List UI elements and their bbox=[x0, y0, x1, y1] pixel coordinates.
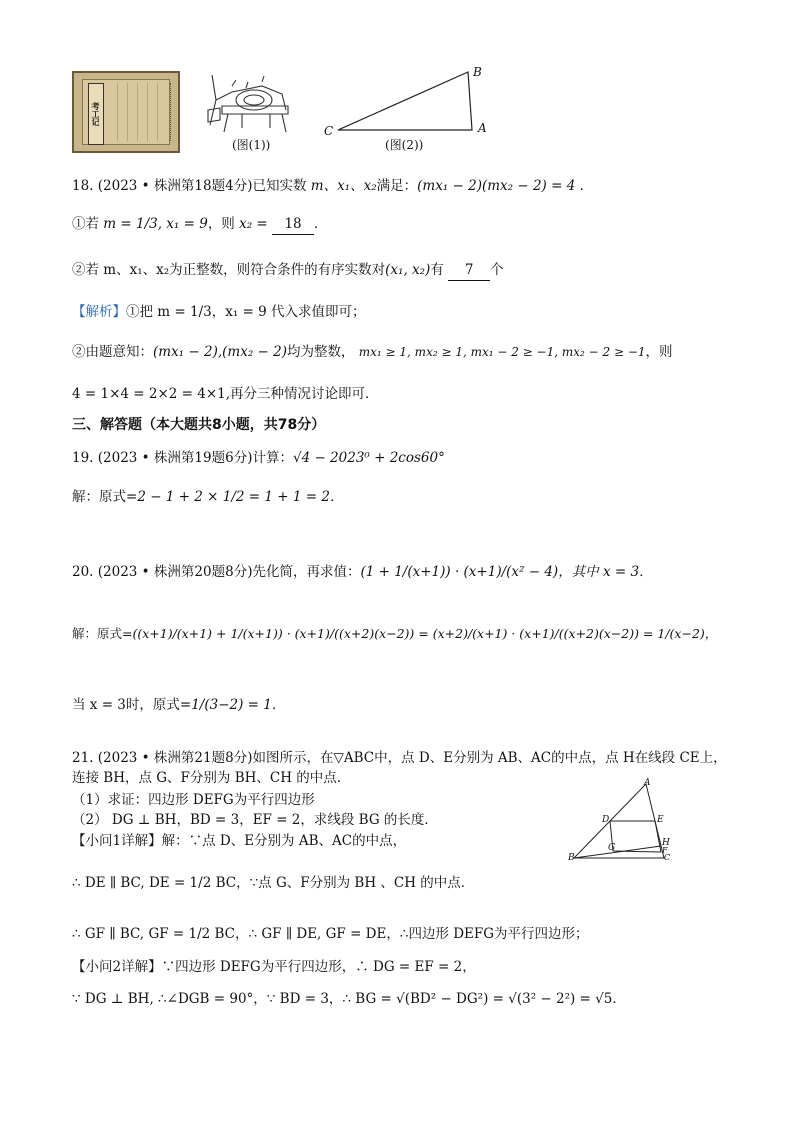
q18-part1: ①若 m = 1/3, x₁ = 9，则 x₂ = 18 ． bbox=[72, 214, 328, 235]
q20-solution-text: ((x+1)/(x+1) + 1/(x+1)) · (x+1)/((x+2)(x−2)) = (x+2)/(x+1) · (x+1)/((x+2)(x−2)) = 1/(x−2)， bbox=[132, 626, 718, 641]
q18-part2-end: 个 bbox=[490, 262, 504, 278]
q20-head: 20. (2023 • 株洲第20题8分)先化简，再求值： bbox=[72, 564, 361, 580]
q21-line-1: 21. (2023 • 株洲第21题8分)如图所示，在▽ABC中，点 D、E分别为 AB、AC的中点，点 H在线段 CE上， bbox=[72, 750, 727, 766]
q19-stem bbox=[72, 448, 445, 468]
q21-line-8: 【小问2详解】∵四边形 DEFG为平行四边形，∴ DG = EF = 2， bbox=[72, 959, 476, 975]
q20-eval-prefix: 当 x = 3时，原式= bbox=[72, 697, 192, 713]
q18-part1-lhs: x₂ = bbox=[239, 216, 268, 232]
figure-1-caption: (图(1)) bbox=[232, 138, 271, 152]
figure-2-caption: (图(2)) bbox=[385, 138, 424, 152]
q18-equation: (mx₁ − 2)(mx₂ − 2) = 4 bbox=[417, 178, 576, 194]
q19-solution-text: 2 − 1 + 2 × 1/2 = 1 + 1 = 2． bbox=[137, 489, 344, 505]
q18-part2 bbox=[72, 260, 504, 281]
q21-label-e: E bbox=[657, 815, 664, 825]
q20-solution-prefix: 解：原式= bbox=[72, 626, 133, 641]
q18-analysis-3: 4 = 1×4 = 2×2 = 4×1,再分三种情况讨论即可． bbox=[72, 386, 379, 402]
q19-head: 19. (2023 • 株洲第19题6分)计算： bbox=[72, 450, 293, 466]
q18-part1-mid: ，则 bbox=[207, 216, 235, 232]
q21-label-f: F bbox=[662, 846, 668, 855]
q20-stem bbox=[72, 562, 653, 582]
q18-head: 18. (2023 • 株洲第18题4分)已知实数 bbox=[72, 178, 307, 194]
q18-part2-mid: 有 bbox=[430, 262, 444, 278]
q18-part2-pair: (x₁, x₂) bbox=[385, 262, 431, 278]
q18-analysis2-end: ，则 bbox=[645, 344, 673, 360]
q21-line-5: 【小问1详解】解：∵点 D、E分别为 AB、AC的中点， bbox=[72, 833, 407, 849]
q21-line-9: ∵ DG ⊥ BH, ∴∠DGB = 90°，∵ BD = 3，∴ BG = √(BD² − DG²) = √(3² − 2²) = √5． bbox=[72, 991, 626, 1007]
book-title: 考工记 bbox=[88, 83, 104, 145]
q21-line-4: （2） DG ⊥ BH，BD = 3，EF = 2，求线段 BG 的长度． bbox=[72, 812, 438, 828]
q21-label-c: C bbox=[664, 853, 671, 862]
q21-line-2: 连接 BH，点 G、F分别为 BH、CH 的中点． bbox=[72, 770, 351, 786]
q21-line-3: （1）求证：四边形 DEFG为平行四边形 bbox=[72, 792, 315, 808]
q21-label-b: B bbox=[568, 853, 575, 863]
q18-analysis2-cond: mx₁ ≥ 1, mx₂ ≥ 1, mx₁ − 2 ≥ −1, mx₂ − 2 ≥ −1 bbox=[358, 345, 646, 359]
point-b-label: B bbox=[473, 65, 482, 79]
q18-part2-prefix: ②若 m、x₁、x₂为正整数，则符合条件的有序实数对 bbox=[72, 262, 386, 278]
device-sketch bbox=[202, 70, 294, 136]
q21-line-6: ∴ DE ∥ BC, DE = 1/2 BC，∵点 G、F分别为 BH 、CH 的中点． bbox=[72, 875, 475, 891]
q21-label-d: D bbox=[602, 815, 610, 825]
q21-label-g: G bbox=[608, 843, 616, 853]
q20-evaluation bbox=[72, 695, 285, 715]
q18-analysis-1 bbox=[72, 302, 366, 322]
point-c-label: C bbox=[324, 124, 334, 138]
q18-cond-word: 满足： bbox=[376, 178, 418, 194]
book-illustration bbox=[72, 71, 180, 153]
q18-analysis-2 bbox=[72, 342, 673, 362]
q18-part1-prefix: ①若 bbox=[72, 216, 99, 232]
q21-label-h: H bbox=[662, 838, 670, 848]
q18-analysis2-mid: 均为整数， bbox=[286, 344, 355, 360]
q18-part1-condition: m = 1/3, x₁ = 9 bbox=[103, 216, 208, 232]
q18-stem: 18. (2023 • 株洲第18题4分)已知实数 m、x₁、x₂满足：(mx₁ − 2)(mx₂ − 2) = 4 ． bbox=[72, 178, 594, 194]
analysis-tag: 【解析】 bbox=[72, 304, 126, 320]
q18-analysis2-prefix: ②由题意知： bbox=[72, 344, 153, 360]
q19-solution bbox=[72, 487, 343, 507]
q18-analysis1-text: ①把 m = 1/3，x₁ = 9 代入求值即可； bbox=[126, 304, 366, 320]
q19-solution-prefix: 解：原式= bbox=[72, 489, 138, 505]
q20-tail: ，其中 x = 3． bbox=[558, 564, 653, 580]
q21-label-a: A bbox=[644, 778, 651, 788]
q18-vars: m、x₁、x₂ bbox=[310, 178, 377, 194]
q20-solution bbox=[72, 624, 717, 644]
point-a-label: A bbox=[478, 121, 487, 135]
q18-part2-answer: 7 bbox=[448, 260, 490, 281]
q19-expression: √4 − 2023⁰ + 2cos60° bbox=[292, 450, 445, 466]
q21-line-7: ∴ GF ∥ BC, GF = 1/2 BC，∴ GF ∥ DE, GF = DE，∴四边形 DEFG为平行四边形； bbox=[72, 926, 589, 942]
q18-analysis2-expr: (mx₁ − 2),(mx₂ − 2) bbox=[153, 344, 287, 360]
section-heading: 三、解答题（本大题共8小题，共78分） bbox=[72, 417, 326, 433]
q20-expression: (1 + 1/(x+1)) · (x+1)/(x² − 4) bbox=[360, 564, 559, 580]
q18-part1-answer: 18 bbox=[272, 214, 314, 235]
q20-eval-text: 1/(3−2) = 1． bbox=[191, 697, 286, 713]
